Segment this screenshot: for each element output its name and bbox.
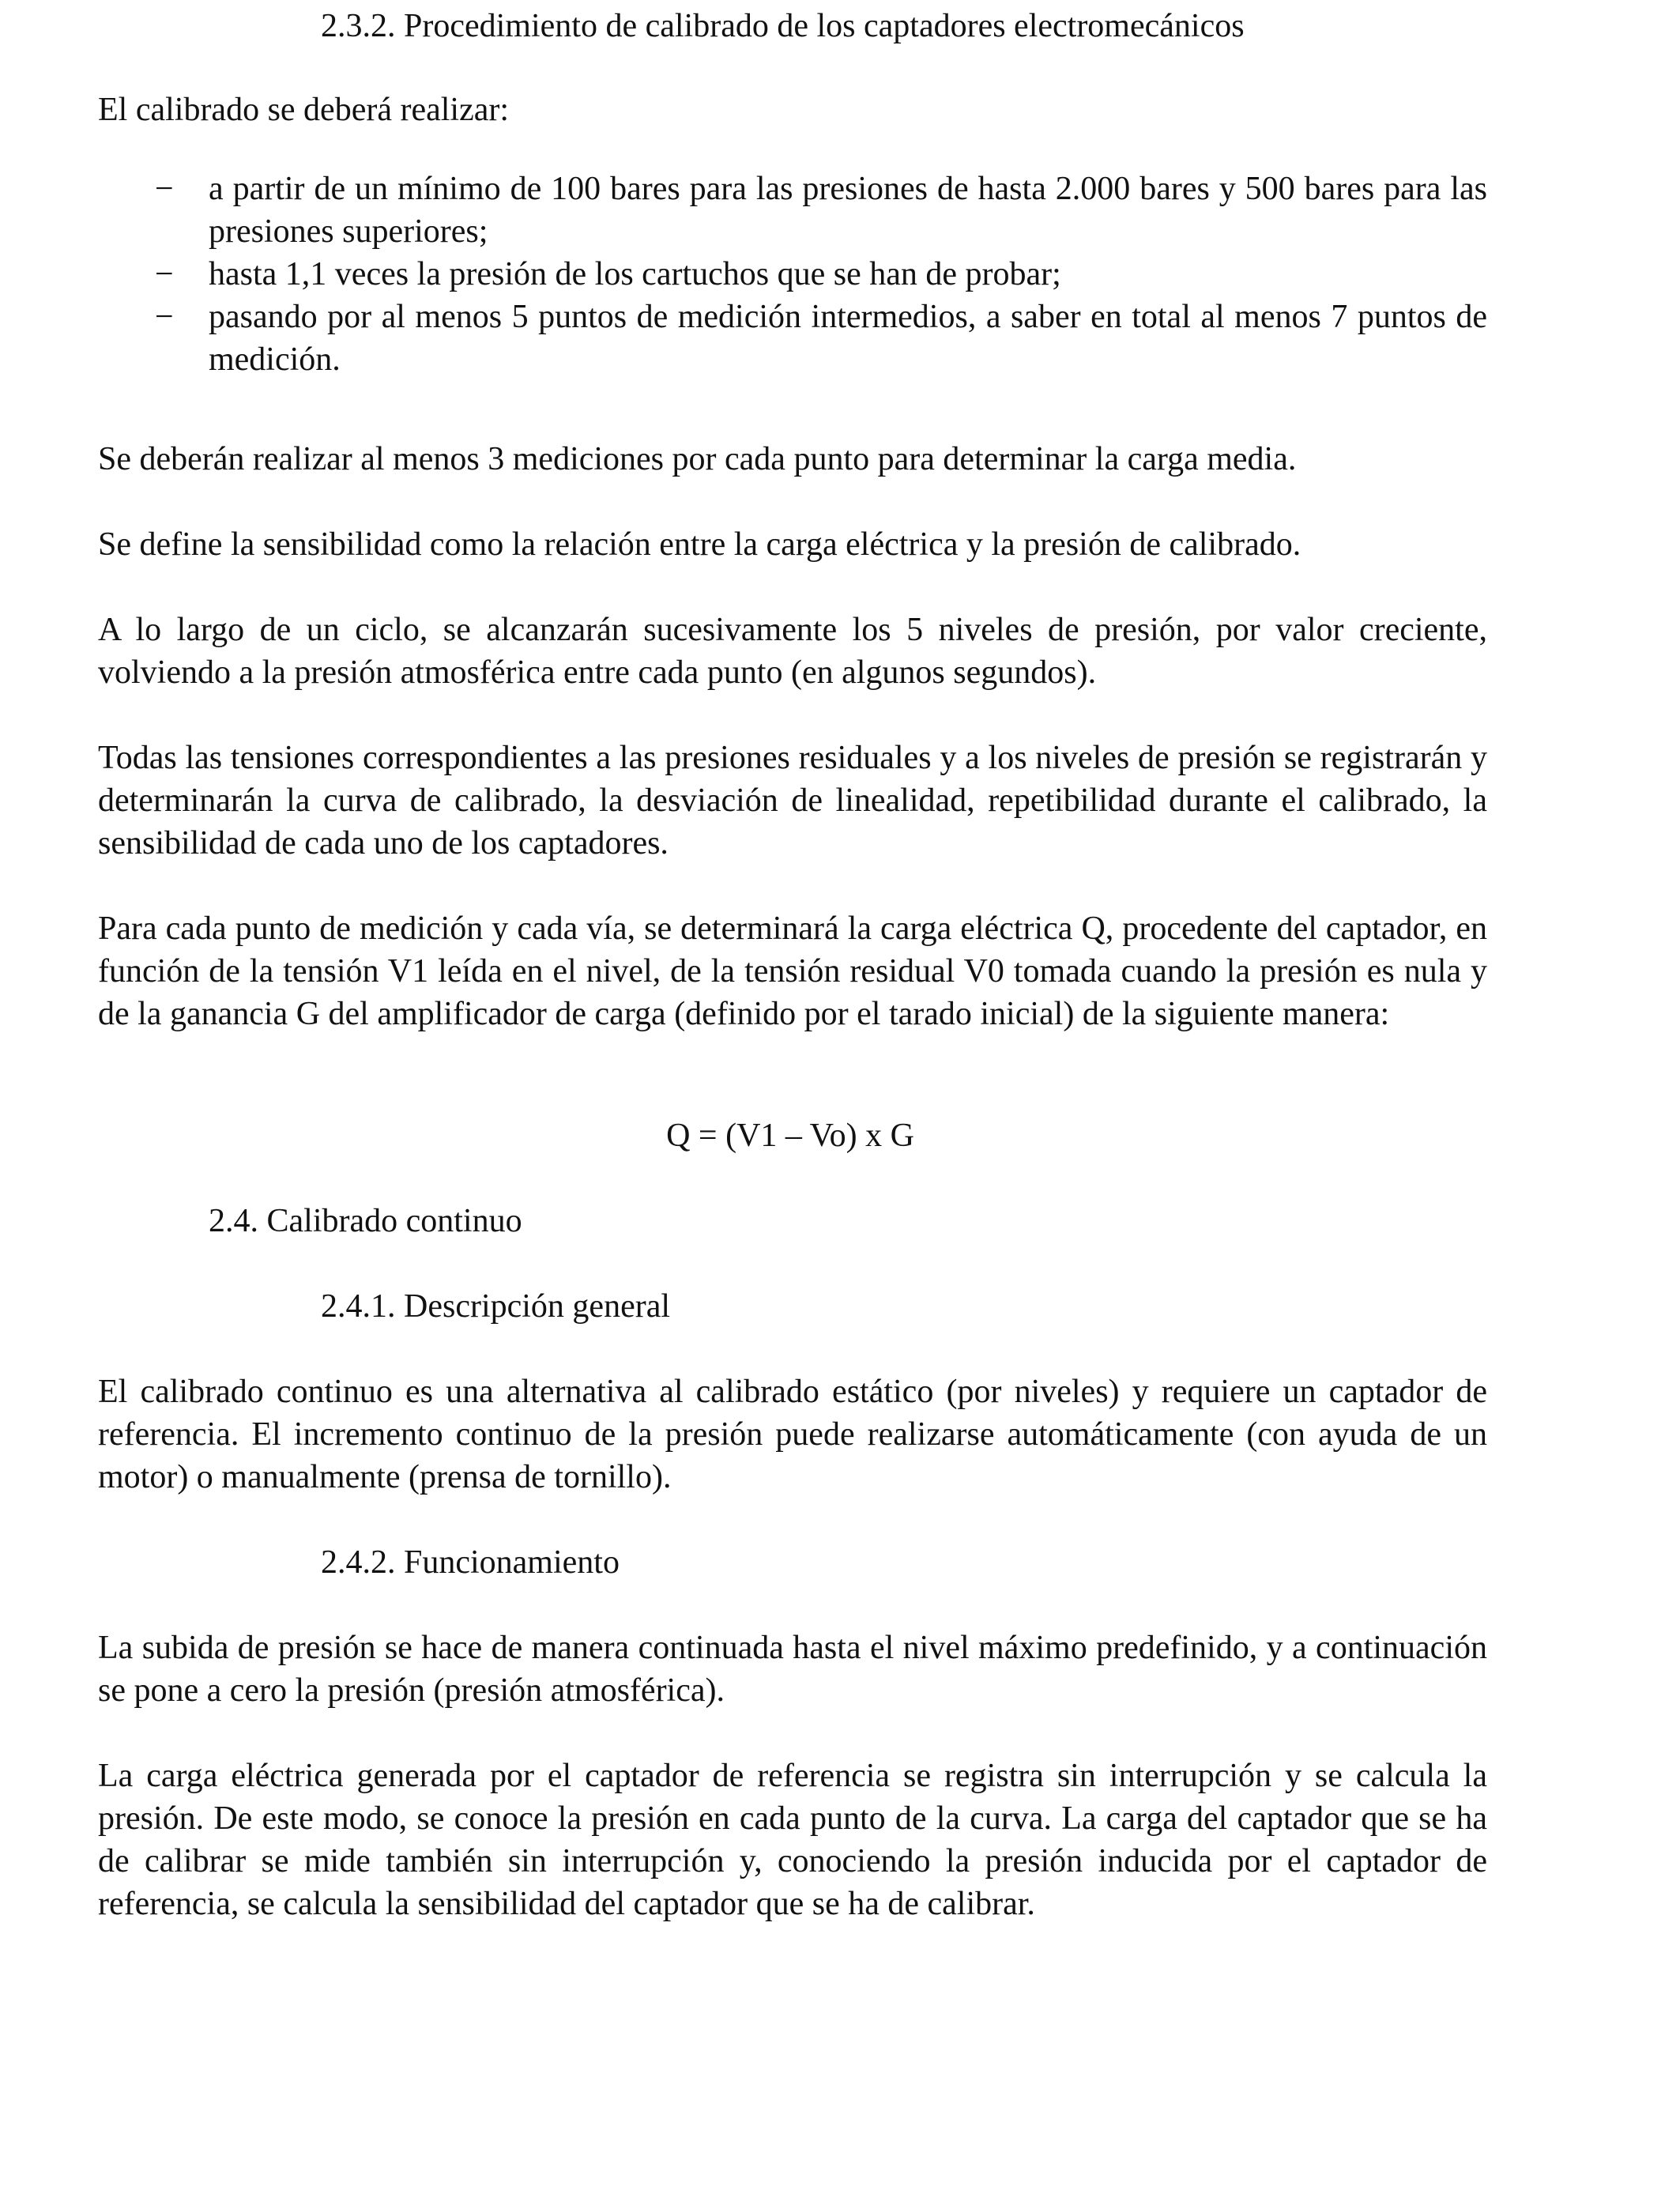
list-item-text: a partir de un mínimo de 100 bares para las presiones de hasta 2.000 bares y 500 bares para las presiones superiores; [209,171,1487,250]
paragraph-continuous-description: El calibrado continuo es una alternativa al calibrado estático (por niveles) y requiere un captador de referencia. El incremento continuo de la presión puede realizarse automáticamente (con ayuda de un motor) o manualmente (prensa de tornillo). [98,1374,1487,1495]
dash-bullet: − [155,256,174,292]
list-item [98,253,1487,296]
paragraph-voltages: Todas las tensiones correspondientes a las presiones residuales y a los niveles de presión se registrarán y determinarán la curva de calibrado, la desviación de linealidad, repetibilidad durante el calibrado, la sensibilidad de cada uno de los captadores. [98,740,1487,861]
paragraph-charge-calculation: Para cada punto de medición y cada vía, se determinará la carga eléctrica Q, procedente del captador, en función de la tensión V1 leída en el nivel, de la tensión residual V0 tomada cuando la presión es nula y de la ganancia G del amplificador de carga (definido por el tarado inicial) de la siguiente manera: [98,910,1487,1032]
list-item-text: pasando por al menos 5 puntos de medición intermedios, a saber en total al menos 7 puntos de medición. [209,299,1487,378]
section-heading-2-4-1: 2.4.1. Descripción general [321,1288,671,1325]
section-heading-2-3-2: 2.3.2. Procedimiento de calibrado de los captadores electromecánicos [321,8,1245,44]
paragraph-sensitivity-definition: Se define la sensibilidad como la relación entre la carga eléctrica y la presión de calibrado. [98,526,1301,563]
list-item [98,168,1487,253]
dash-bullet: − [155,171,174,207]
section-heading-2-4: 2.4. Calibrado continuo [209,1203,522,1239]
paragraph-reference-sensor: La carga eléctrica generada por el captador de referencia se registra sin interrupción y se calcula la presión. De este modo, se conoce la presión en cada punto de la curva. La carga del captador que se ha de calibrar se mide también sin interrupción y, conociendo la presión inducida por el captador de referencia, se calcula la sensibilidad del captador que se ha de calibrar. [98,1758,1487,1922]
paragraph-pressure-rise: La subida de presión se hace de manera continuada hasta el nivel máximo predefinido, y a continuación se pone a cero la presión (presión atmosférica). [98,1630,1487,1709]
section-heading-2-4-2: 2.4.2. Funcionamiento [321,1544,620,1581]
calibration-intro: El calibrado se deberá realizar: [98,92,510,128]
charge-formula: Q = (V1 – Vo) x G [666,1118,914,1154]
paragraph-measurements: Se deberán realizar al menos 3 mediciones por cada punto para determinar la carga media. [98,441,1297,477]
paragraph-cycle: A lo largo de un ciclo, se alcanzarán sucesivamente los 5 niveles de presión, por valor creciente, volviendo a la presión atmosférica entre cada punto (en algunos segundos). [98,612,1487,691]
dash-bullet: − [155,299,174,335]
list-item-text: hasta 1,1 veces la presión de los cartuchos que se han de probar; [209,256,1061,292]
list-item [98,296,1487,381]
calibration-requirements-list [98,168,1487,381]
